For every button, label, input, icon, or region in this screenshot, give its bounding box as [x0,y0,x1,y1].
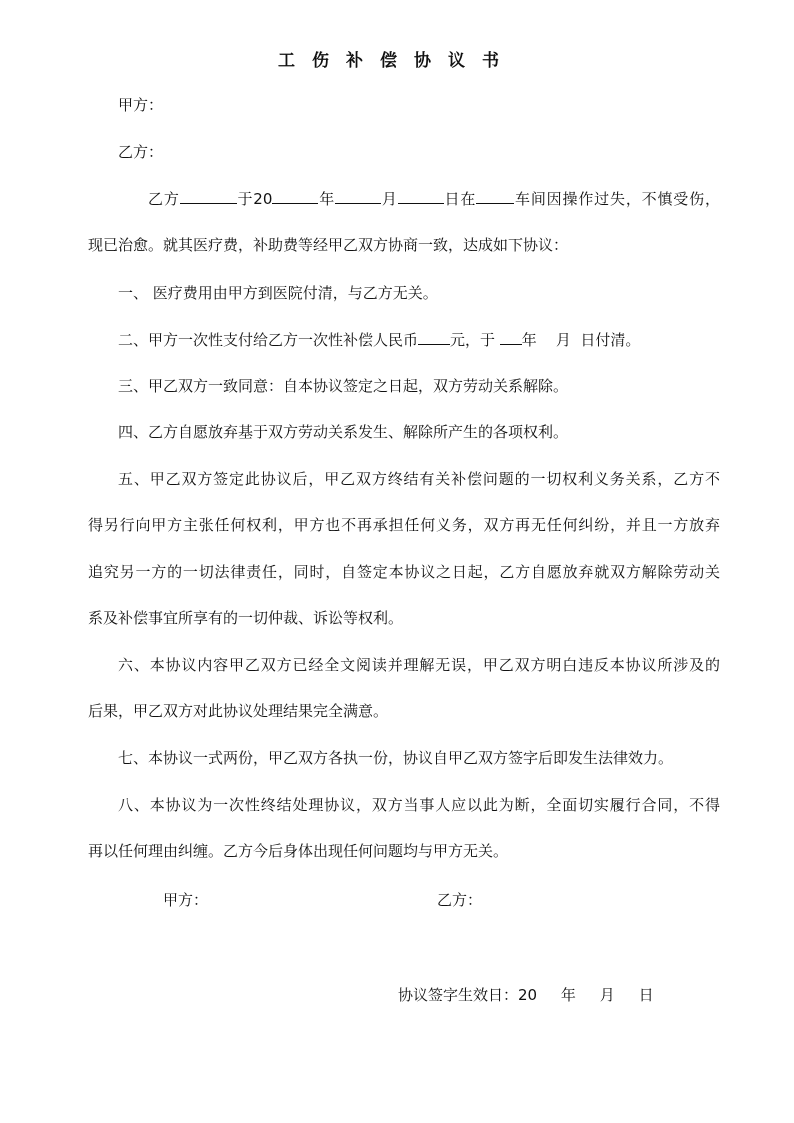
clause-5-line: 五、甲乙双方签定此协议后，甲乙双方终结有关补偿问题的一切权利义务关系，乙方不 [118,470,720,488]
clause-5-line: 得另行向甲方主张任何权利，甲方也不再承担任何义务，双方再无任何纠纷，并且一方放弃 [88,516,720,534]
clause-1: 一、 医疗费用由甲方到医院付清，与乙方无关。 [118,284,438,302]
clause-2 [88,328,720,352]
clause-5-line: 追究另一方的一切法律责任，同时，自签定本协议之日起，乙方自愿放弃就双方解除劳动关 [88,563,720,581]
party-a-label: 甲方： [118,96,164,114]
clause-8-line: 再以任何理由纠缠。乙方今后身体出现任何问题均与甲方无关。 [88,842,509,860]
name-blank[interactable] [180,187,237,204]
amount-blank[interactable] [418,328,450,345]
intro-text: 乙方 [148,190,180,208]
clause-6-line: 六、本协议内容甲乙双方已经全文阅读并理解无误，甲乙双方明白违反本协议所涉及的 [118,656,720,674]
clause-7: 七、本协议一式两份，甲乙双方各执一份，协议自甲乙双方签字后即发生法律效力。 [118,749,674,767]
effective-date: 协议签字生效日：20 年 月 日 [398,986,654,1004]
workshop-blank[interactable] [476,187,514,204]
intro-text: 日在 [443,190,477,208]
intro-text: 月 [381,190,398,208]
clause-3: 三、甲乙双方一致同意：自本协议签定之日起，双方劳动关系解除。 [118,377,569,395]
signature-party-b: 乙方： [437,891,483,909]
clause-6-line: 后果，甲乙双方对此协议处理结果完全满意。 [88,702,389,720]
signature-party-a: 甲方： [163,891,209,909]
year-blank[interactable] [272,187,318,204]
intro-line-1 [148,187,720,211]
clause-4: 四、乙方自愿放弃基于双方劳动关系发生、解除所产生的各项权利。 [118,423,569,441]
document-title: 工伤补偿协议书 [278,51,516,71]
clause-8-line: 八、本协议为一次性终结处理协议，双方当事人应以此为断，全面切实履行合同，不得 [118,796,720,814]
clause-2-text: 二、甲方一次性支付给乙方一次性补偿人民币 [118,331,419,349]
party-b-label: 乙方： [118,143,164,161]
day-blank[interactable] [398,187,444,204]
intro-line-2: 现已治愈。就其医疗费，补助费等经甲乙双方协商一致，达成如下协议： [88,236,569,254]
pay-year-blank[interactable] [500,328,522,345]
clause-5-line: 系及补偿事宜所享有的一切仲裁、诉讼等权利。 [88,609,404,627]
intro-text: 车间因操作过失，不慎受伤， [514,190,720,208]
clause-2-text: 元，于 [450,331,500,349]
clause-2-text: 年 月 日付清。 [521,331,641,349]
month-blank[interactable] [335,187,381,204]
intro-text: 于20 [236,190,273,208]
intro-text: 年 [318,190,336,208]
